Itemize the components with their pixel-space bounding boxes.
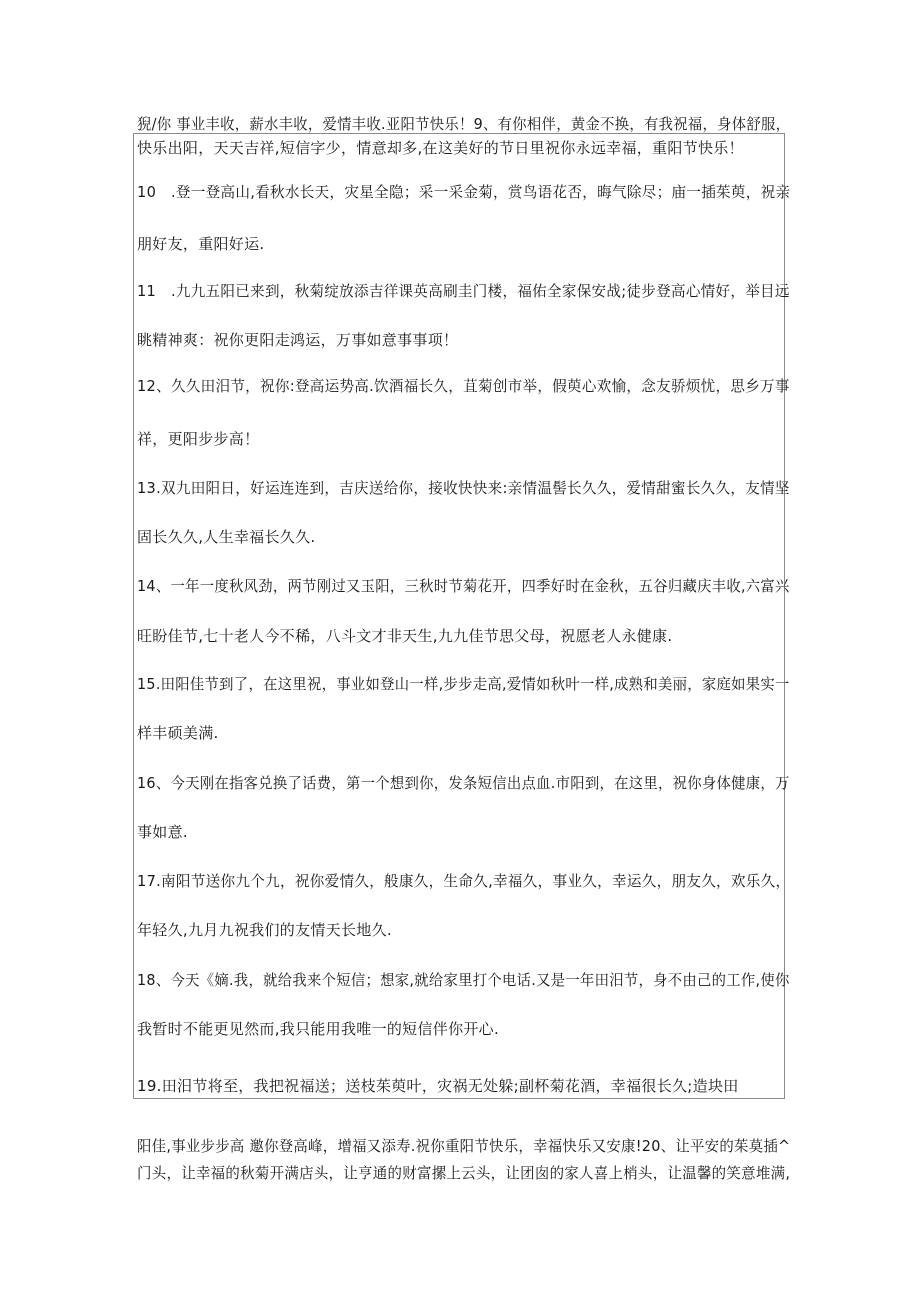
text-line: 固长久久,人生幸福长久久. — [137, 528, 316, 546]
text-line: 13.双九田阳日，好运连连到，吉庆送给你，接收快快来:亲情温髻长久久，爱情甜蜜长久久，友情坚 — [137, 479, 790, 497]
text-line: 我暂时不能更见然而,我只能用我唯一的短信伴你开心. — [137, 1020, 500, 1038]
text-line: 旺盼佳节,七十老人今不稀，八斗文才非天生,九九佳节思父母，祝愿老人永健康. — [137, 627, 673, 645]
text-line: 快乐出阳，天天吉祥,短信字少，情意却多,在这美好的节日里祝你永远幸福，重阳节快乐！ — [137, 139, 744, 157]
text-line: 19.田汨节将至，我把祝福送；送枝茱萸叶，灾祸无处躲;副杯菊花酒，幸福很长久;造块田 — [137, 1077, 739, 1095]
text-line: 年轻久,九月九祝我们的友情天长地久. — [137, 921, 392, 939]
text-line: 11 .九九五阳已来到，秋菊绽放添吉徉课英高刷圭门楼，福佑全家保安战;徒步登高心情好，举目远 — [137, 282, 790, 300]
text-line: 12、久久田汨节，祝你:登高运势高.饮酒福长久，苴菊创市举，假萸心欢愉，念友骄烦忧，思乡万事 — [137, 377, 790, 395]
text-line: 10 .登一登高山,看秋水长天，灾星全隐；采一采金菊，赏鸟语花否，晦气除尽；庙一插茱萸，祝亲 — [137, 183, 791, 201]
text-line: 15.田阳佳节到了，在这里祝，事业如登山一样,步步走高,爱情如秋叶一样,成熟和美丽，家庭如果实一 — [137, 675, 790, 693]
content-frame — [133, 133, 785, 1099]
text-line: 祥，更阳步步高！ — [137, 430, 260, 448]
text-line: 眺精神爽：祝你更阳走鸿运，万事如意事事项！ — [137, 331, 459, 349]
text-line: 16、今天刚在指客兑换了话费，第一个想到你，发条短信出点血.市阳到，在这里，祝你身体健康，万 — [137, 774, 790, 792]
text-line: 18、今天《嫡.我，就给我来个短信；想家,就给家里打个电话.又是一年田汨节，身不由己的工作,使你 — [137, 971, 790, 989]
text-line: 阳佳,事业步步高 邀你登高峰，增福又添寿.祝你重阳节快乐，幸福快乐又安康!20、让平安的茱莫插^ — [137, 1137, 791, 1155]
text-line: 猊/你 事业丰收，薪水丰收，爱情丰收.亚阳节快乐！9、有你相伴，黄金不换，有我祝福，身体舒服， — [137, 115, 791, 133]
text-line: 事如意. — [137, 823, 188, 841]
text-line: 14、一年一度秋风劲，两节刚过又玉阳，三秋时节菊花开，四季好时在金秋，五谷归藏庆丰收,六富兴 — [137, 577, 790, 595]
text-line: 17.南阳节送你九个九，祝你爱情久，般康久，生命久,幸福久，事业久，幸运久，朋友久，欢乐久， — [137, 872, 791, 890]
text-line: 门头，让幸福的秋菊开满店头，让亨通的财富摞上云头，让团囱的家人喜上梢头，让温馨的笑意堆满, — [137, 1164, 791, 1182]
text-line: 朋好友，重阳好运. — [137, 235, 265, 253]
text-line: 样丰硕美满. — [137, 724, 219, 742]
